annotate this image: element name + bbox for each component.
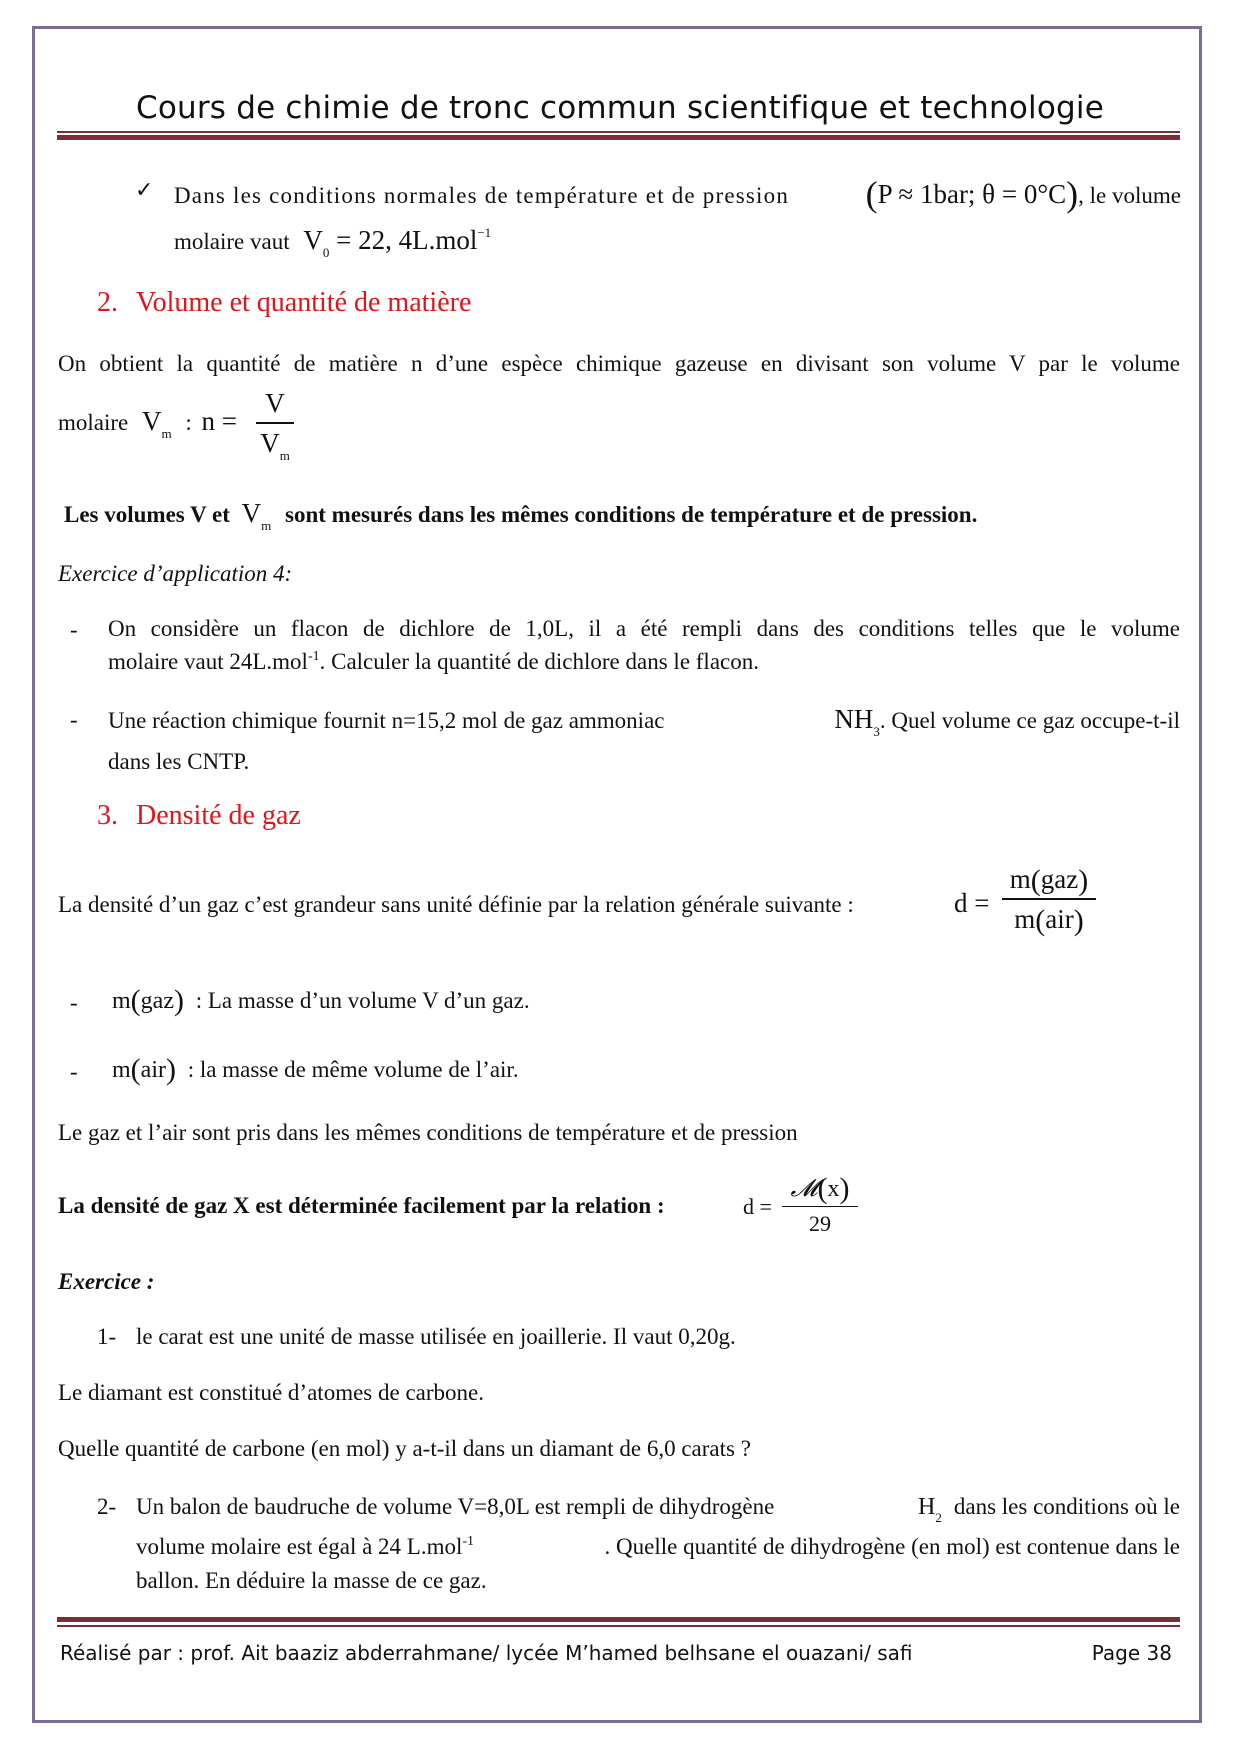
density-molar-fraction: 𝓜(x) 29 xyxy=(782,1172,858,1239)
bullet-dash: - xyxy=(70,707,78,732)
exercise-4-item-2-line-1: Une réaction chimique fournit n=15,2 mol de gaz ammoniac $NH_3$. Quel volume ce gaz occupe-t-il xyxy=(108,704,1180,739)
header-rule-thin xyxy=(57,131,1180,133)
exercise-q1-text: le carat est une unité de masse utilisée en joaillerie. Il vaut 0,20g. xyxy=(136,1324,736,1349)
footer-rule-thin xyxy=(57,1625,1180,1627)
cntp-text: Dans les conditions normales de température et de pression xyxy=(174,183,790,208)
density-bullet-air: m(air) : la masse de même volume de l’air. xyxy=(112,1053,519,1086)
cntp-line-1 xyxy=(174,174,1181,213)
footer-rule-thick xyxy=(57,1617,1180,1622)
section-2-heading: 2. Volume et quantité de matière xyxy=(97,287,472,318)
header-rule-thick xyxy=(57,135,1180,140)
volumes-bold-statement: Les volumes V et $V_m$ sont mesurés dans les mêmes conditions de température et de pression. xyxy=(64,498,978,533)
exercise-4-item-1-line-2: molaire vaut 24L.mol$^{-1}$. Calculer la quantité de dichlore dans le flacon. xyxy=(108,649,759,674)
bullet-dash: - xyxy=(70,617,78,642)
density-d-equals: d = xyxy=(954,888,990,918)
n-fraction: V $V_m$ xyxy=(256,386,294,465)
page-header-title: Cours de chimie de tronc commun scientifique et technologie xyxy=(136,90,1104,126)
checkmark-icon: ✓ xyxy=(135,178,154,203)
exercise-q2-number: 2- xyxy=(97,1494,117,1519)
exercise-q2-line-1: Un balon de baudruche de volume V=8,0L est rempli de dihydrogène $H_2$ dans les conditions où le xyxy=(136,1494,1180,1525)
density-relation-statement: La densité de gaz X est déterminée facilement par la relation : xyxy=(58,1193,665,1218)
density-fraction: m(gaz) m(air) xyxy=(1002,862,1096,936)
density-definition: La densité d’un gaz c’est grandeur sans unité définie par la relation générale suivante : xyxy=(58,892,854,917)
exercise-q1-number: 1- xyxy=(97,1324,117,1349)
conditions-note: Le gaz et l’air sont pris dans les mêmes conditions de température et de pression xyxy=(58,1120,798,1145)
cntp-line-2: molaire vaut $V_0 = 22$, 4L.mol$^{-1}$ xyxy=(174,225,492,260)
exercise-q2-line-2: volume molaire est égal à 24 L.mol$^{-1}$ . Quelle quantité de dihydrogène (en mol) est contenue dans le xyxy=(136,1534,1180,1559)
exercise-4-item-1-line-1: On considère un flacon de dichlore de 1,0L, il a été rempli dans des conditions telles que le volume xyxy=(108,616,1180,641)
footer-author: Réalisé par : prof. Ait baaziz abderrahmane/ lycée M’hamed belhsane el ouazani/ safi xyxy=(60,1641,913,1665)
footer-page-number: Page 38 xyxy=(1091,1641,1172,1665)
exercise-q1-line-3: Quelle quantité de carbone (en mol) y a-t-il dans un diamant de 6,0 carats ? xyxy=(58,1436,751,1461)
h2-formula: $H_2$ xyxy=(918,1494,942,1525)
cntp-condition: (P ≈ 1bar; θ = 0°C), le volume xyxy=(865,174,1181,214)
bullet-dash: - xyxy=(70,1059,78,1084)
exercise-4-title: Exercice d’application 4: xyxy=(58,561,293,586)
section-3-heading: 3. Densité de gaz xyxy=(97,800,301,831)
bullet-dash: - xyxy=(70,990,78,1015)
exercise-4-item-2-line-2: dans les CNTP. xyxy=(108,749,250,774)
section-2-paragraph: On obtient la quantité de matière n d’une espèce chimique gazeuse en divisant son volume V par le volume xyxy=(58,351,1180,376)
nh3-formula: $NH_3$ xyxy=(834,704,880,739)
v0-formula: $V_0 = 22$, 4L.mol$^{-1}$ xyxy=(303,225,492,260)
exercise-q2-line-3: ballon. En déduire la masse de ce gaz. xyxy=(136,1568,487,1593)
density-d2-equals: d = xyxy=(743,1194,772,1219)
exercise-q1-line-2: Le diamant est constitué d’atomes de carbone. xyxy=(58,1380,484,1405)
exercise-title: Exercice : xyxy=(58,1269,155,1294)
molar-label: molaire $V_m$ : n = xyxy=(58,406,237,441)
density-bullet-gaz: m(gaz) : La masse d’un volume V d’un gaz. xyxy=(112,984,530,1017)
